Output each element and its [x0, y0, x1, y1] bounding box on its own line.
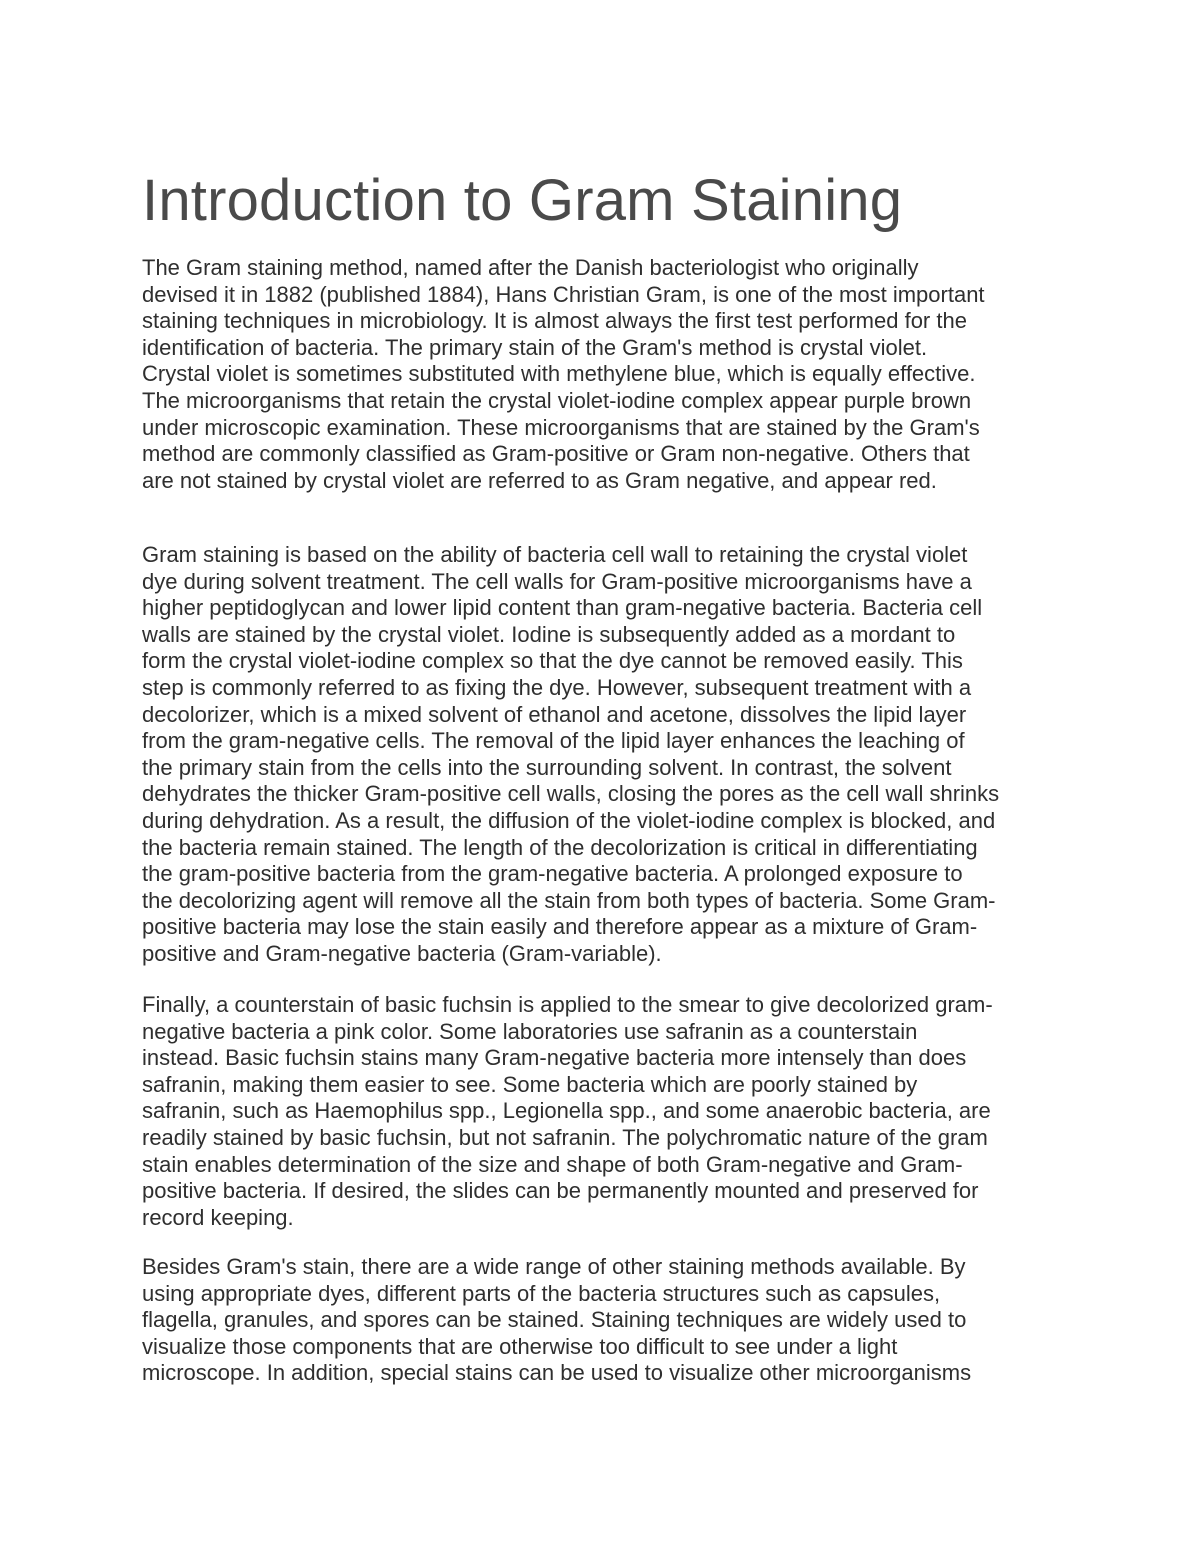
page-title: Introduction to Gram Staining — [142, 168, 903, 233]
text-line: form the crystal violet-iodine complex so that the dye cannot be removed easily. This — [142, 648, 963, 674]
text-line: safranin, making them easier to see. Some bacteria which are poorly stained by — [142, 1071, 918, 1097]
text-line: The microorganisms that retain the crystal violet-iodine complex appear purple brown — [142, 387, 972, 413]
text-line: Crystal violet is sometimes substituted with methylene blue, which is equally effective. — [142, 361, 976, 387]
paragraph-intro — [142, 255, 985, 494]
text-line: decolorizer, which is a mixed solvent of ethanol and acetone, dissolves the lipid layer — [142, 701, 967, 727]
text-line: safranin, such as Haemophilus spp., Legionella spp., and some anaerobic bacteria, are — [142, 1098, 991, 1124]
text-line: dehydrates the thicker Gram-positive cell walls, closing the pores as the cell wall shrinks — [142, 781, 1000, 807]
text-line: step is commonly referred to as fixing the dye. However, subsequent treatment with a — [142, 674, 972, 700]
text-line: the primary stain from the cells into the surrounding solvent. In contrast, the solvent — [142, 754, 952, 780]
text-line: flagella, granules, and spores can be stained. Staining techniques are widely used to — [142, 1307, 967, 1333]
text-line: under microscopic examination. These microorganisms that are stained by the Gram's — [142, 414, 980, 440]
text-line: positive bacteria. If desired, the slides can be permanently mounted and preserved for — [142, 1178, 979, 1204]
text-line: visualize those components that are otherwise too difficult to see under a light — [142, 1333, 898, 1359]
text-line: Gram staining is based on the ability of bacteria cell wall to retaining the crystal violet — [142, 542, 968, 567]
text-line: Besides Gram's stain, there are a wide range of other staining methods available. By — [142, 1254, 966, 1279]
text-line: positive and Gram-negative bacteria (Gram-variable). — [142, 940, 662, 966]
text-line: instead. Basic fuchsin stains many Gram-negative bacteria more intensely than does — [142, 1045, 967, 1071]
text-line: during dehydration. As a result, the diffusion of the violet-iodine complex is blocked, and — [142, 807, 996, 833]
text-line: are not stained by crystal violet are referred to as Gram negative, and appear red. — [142, 467, 937, 493]
text-line: record keeping. — [142, 1204, 294, 1230]
text-line: stain enables determination of the size and shape of both Gram-negative and Gram- — [142, 1151, 963, 1177]
text-line: higher peptidoglycan and lower lipid content than gram-negative bacteria. Bacteria cell — [142, 595, 983, 621]
text-line: staining techniques in microbiology. It is almost always the first test performed for the — [142, 308, 967, 334]
text-line: dye during solvent treatment. The cell walls for Gram-positive microorganisms have a — [142, 568, 972, 594]
text-line: from the gram-negative cells. The removal of the lipid layer enhances the leaching of — [142, 728, 965, 754]
text-line: method are commonly classified as Gram-positive or Gram non-negative. Others that — [142, 441, 970, 467]
text-line: identification of bacteria. The primary stain of the Gram's method is crystal violet. — [142, 334, 928, 360]
paragraph-other-stains — [142, 1254, 971, 1387]
text-line: The Gram staining method, named after the Danish bacteriologist who originally — [142, 255, 919, 280]
text-line: devised it in 1882 (published 1884), Hans Christian Gram, is one of the most important — [142, 281, 985, 307]
paragraph-mechanism — [142, 542, 999, 968]
text-line: walls are stained by the crystal violet. Iodine is subsequently added as a mordant to — [142, 621, 956, 647]
text-line: the bacteria remain stained. The length of the decolorization is critical in differentiating — [142, 834, 978, 860]
text-line: positive bacteria may lose the stain easily and therefore appear as a mixture of Gram- — [142, 914, 978, 940]
text-line: Finally, a counterstain of basic fuchsin is applied to the smear to give decolorized gram- — [142, 992, 993, 1017]
paragraph-counterstain — [142, 992, 993, 1231]
text-line: negative bacteria a pink color. Some laboratories use safranin as a counterstain — [142, 1018, 918, 1044]
text-line: the gram-positive bacteria from the gram-negative bacteria. A prolonged exposure to — [142, 861, 963, 887]
text-line: microscope. In addition, special stains can be used to visualize other microorganisms — [142, 1360, 972, 1386]
text-line: using appropriate dyes, different parts of the bacteria structures such as capsules, — [142, 1280, 941, 1306]
text-line: the decolorizing agent will remove all the stain from both types of bacteria. Some Gram- — [142, 887, 996, 913]
text-line: readily stained by basic fuchsin, but not safranin. The polychromatic nature of the gram — [142, 1124, 988, 1150]
